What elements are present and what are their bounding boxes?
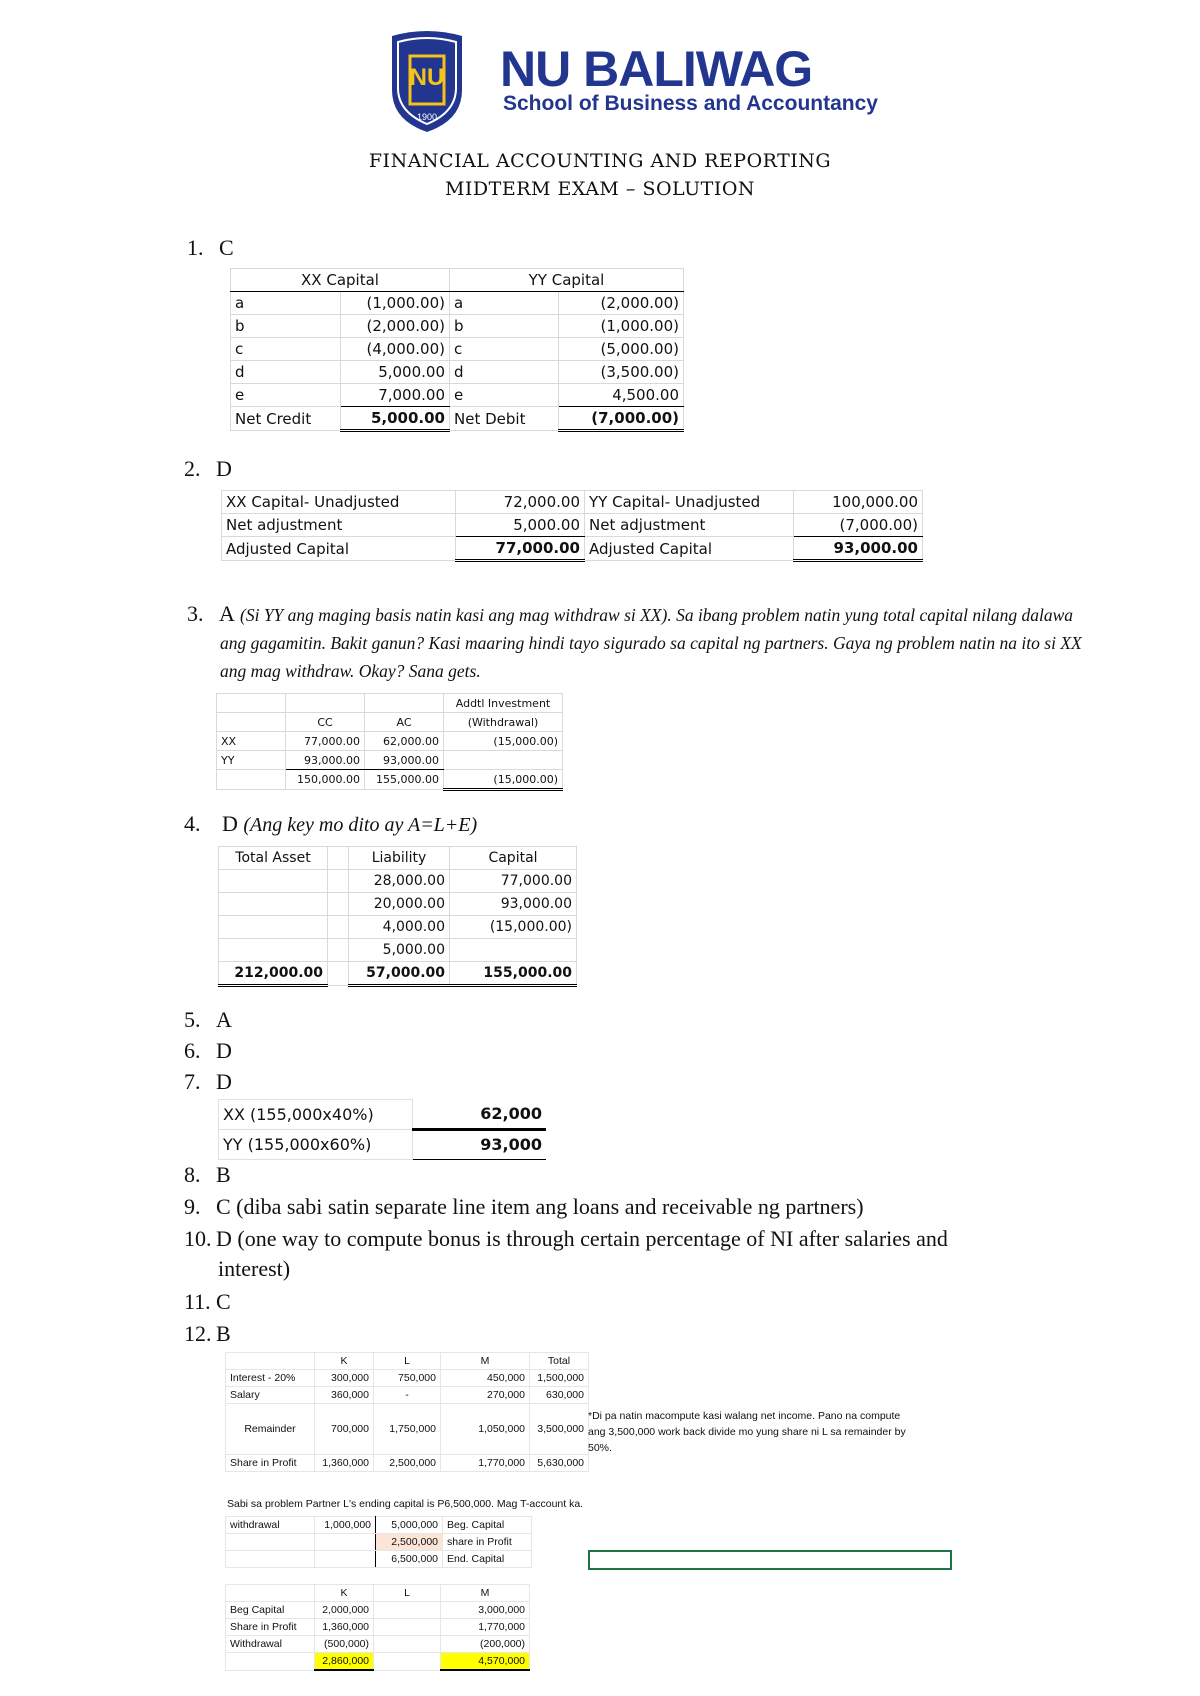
school-name: NU BALIWAG (500, 41, 813, 97)
question-4: 4. D (Ang key mo dito ay A=L+E) (184, 811, 478, 836)
q12-remark: *Di pa natin macompute kasi walang net income. Pano na compute ang 3,500,000 work back divide mo yung share ni L sa remainder by 50%. (588, 1410, 906, 1454)
table-row: 20,000.00 93,000.00 (219, 893, 577, 916)
table-row: XX Capital- Unadjusted 72,000.00 YY Capital- Unadjusted 100,000.00 (222, 491, 923, 514)
table-row: Withdrawal (500,000) (200,000) (226, 1636, 530, 1653)
table-row: b (2,000.00) b (1,000.00) (231, 315, 684, 338)
table-row: Beg Capital 2,000,000 3,000,000 (226, 1602, 530, 1619)
question-3: 3. A (187, 601, 235, 626)
question-2: 2. D (184, 456, 232, 481)
table-row: XX (155,000x40%) 62,000 (219, 1100, 547, 1130)
table-row: Adjusted Capital 77,000.00 Adjusted Capital 93,000.00 (222, 537, 923, 561)
q12-t-account (225, 1516, 532, 1568)
table-row: 5,000.00 (219, 939, 577, 962)
table-row: Net Credit 5,000.00 Net Debit (7,000.00) (231, 407, 684, 431)
q12-problem-text: Sabi sa problem Partner L's ending capital is P6,500,000. Mag T-account ka. (227, 1498, 584, 1510)
xx-capital-header: XX Capital (231, 269, 450, 292)
question-6: 6. D (184, 1038, 232, 1063)
exam-title: FINANCIAL ACCOUNTING AND REPORTING (368, 150, 832, 172)
table-row: Remainder 700,000 1,750,000 1,050,000 3,500,000 (226, 1404, 589, 1455)
question-11: 11. C (184, 1289, 231, 1314)
table-row: e 7,000.00 e 4,500.00 (231, 384, 684, 407)
q3-note-line-1: (Si YY ang maging basis natin kasi ang mag withdraw si XX). Sa ibang problem natin yung total capital nilang dalawa (240, 605, 1074, 625)
question-8: 8. B (184, 1162, 231, 1187)
table-row: Interest - 20% 300,000 750,000 450,000 1,500,000 (226, 1370, 589, 1387)
table-row: d 5,000.00 d (3,500.00) (231, 361, 684, 384)
question-9: 9. C (diba sabi satin separate line item ang loans and receivable ng partners) (184, 1194, 864, 1219)
q2-adjusted-table (221, 490, 923, 562)
question-12: 12. B (184, 1321, 231, 1346)
exam-subtitle: MIDTERM EXAM – SOLUTION (444, 178, 756, 200)
question-1: 1. C (187, 235, 234, 260)
question-10-cont: interest) (218, 1256, 291, 1281)
yy-capital-header: YY Capital (450, 269, 684, 292)
table-row: 2,860,000 4,570,000 (226, 1653, 530, 1671)
question-7: 7. D (184, 1069, 232, 1094)
q12-profit-table: K L M Total Interest - 20% 300,000 750,000 450,000 1,500,000 Salary 360,000 - 270,000 630,000 Remainder 700,000 1,750,000 1,050,000 3,500,000 Share in Profit 1,360,000 2,500,000 1,770,000 5,630,000 (225, 1352, 589, 1472)
question-10: 10. D (one way to compute bonus is through certain percentage of NI after salaries and (184, 1226, 948, 1251)
table-row: 212,000.00 57,000.00 155,000.00 (219, 962, 577, 986)
table-row: 150,000.00 155,000.00 (15,000.00) (217, 770, 563, 790)
table-row: XX 77,000.00 62,000.00 (15,000.00) (217, 732, 563, 751)
table-row: Net adjustment 5,000.00 Net adjustment (7,000.00) (222, 514, 923, 537)
question-5: 5. A (184, 1007, 232, 1032)
table-row: c (4,000.00) c (5,000.00) (231, 338, 684, 361)
logo-year: 1900 (416, 112, 438, 122)
table-row: a (1,000.00) a (2,000.00) (231, 292, 684, 315)
table-row: 4,000.00 (15,000.00) (219, 916, 577, 939)
q3-note-line-3: ang mag withdraw. Okay? Sana gets. (220, 661, 481, 681)
q7-share-table (218, 1099, 546, 1160)
q3-capital-table: Addtl Investment CC AC (Withdrawal) XX 77,000.00 62,000.00 (15,000.00) YY 93,000.00 93,000.00 150,000.00 155,000.00 (15,000.00) (216, 693, 563, 791)
table-row: Share in Profit 1,360,000 2,500,000 1,770,000 5,630,000 (226, 1455, 589, 1472)
table-row: Share in Profit 1,360,000 1,770,000 (226, 1619, 530, 1636)
table-row: 2,500,000 share in Profit (226, 1534, 532, 1551)
q1-capital-table (230, 268, 684, 432)
table-row: 6,500,000 End. Capital (226, 1551, 532, 1568)
school-subtitle: School of Business and Accountancy (503, 92, 878, 115)
table-row: 28,000.00 77,000.00 (219, 870, 577, 893)
table-row: Salary 360,000 - 270,000 630,000 (226, 1387, 589, 1404)
selected-cell[interactable] (588, 1550, 952, 1570)
logo-monogram: NU (409, 64, 445, 91)
table-row: withdrawal 1,000,000 5,000,000 Beg. Capital (226, 1517, 532, 1534)
table-row: YY (155,000x60%) 93,000 (219, 1129, 547, 1159)
school-logo (388, 30, 466, 134)
q12-ending-capital-table: K L M Beg Capital 2,000,000 3,000,000 Share in Profit 1,360,000 1,770,000 Withdrawal (500,000) (200,000) 2,860,000 4,570,000 (225, 1584, 530, 1671)
q12-spreadsheet (225, 1352, 950, 1667)
table-row: YY 93,000.00 93,000.00 (217, 751, 563, 770)
q3-note-line-2: ang gagamitin. Bakit ganun? Kasi maaring hindi tayo sigurado sa capital ng partners. Gaya ng problem natin na ito si XX (220, 633, 1082, 653)
q4-equation-table: Total Asset Liability Capital 28,000.00 77,000.00 20,000.00 93,000.00 4,000.00 (15,000.00) 5,000.00 212,000.00 57,000.00 155,000.00 (218, 846, 577, 987)
